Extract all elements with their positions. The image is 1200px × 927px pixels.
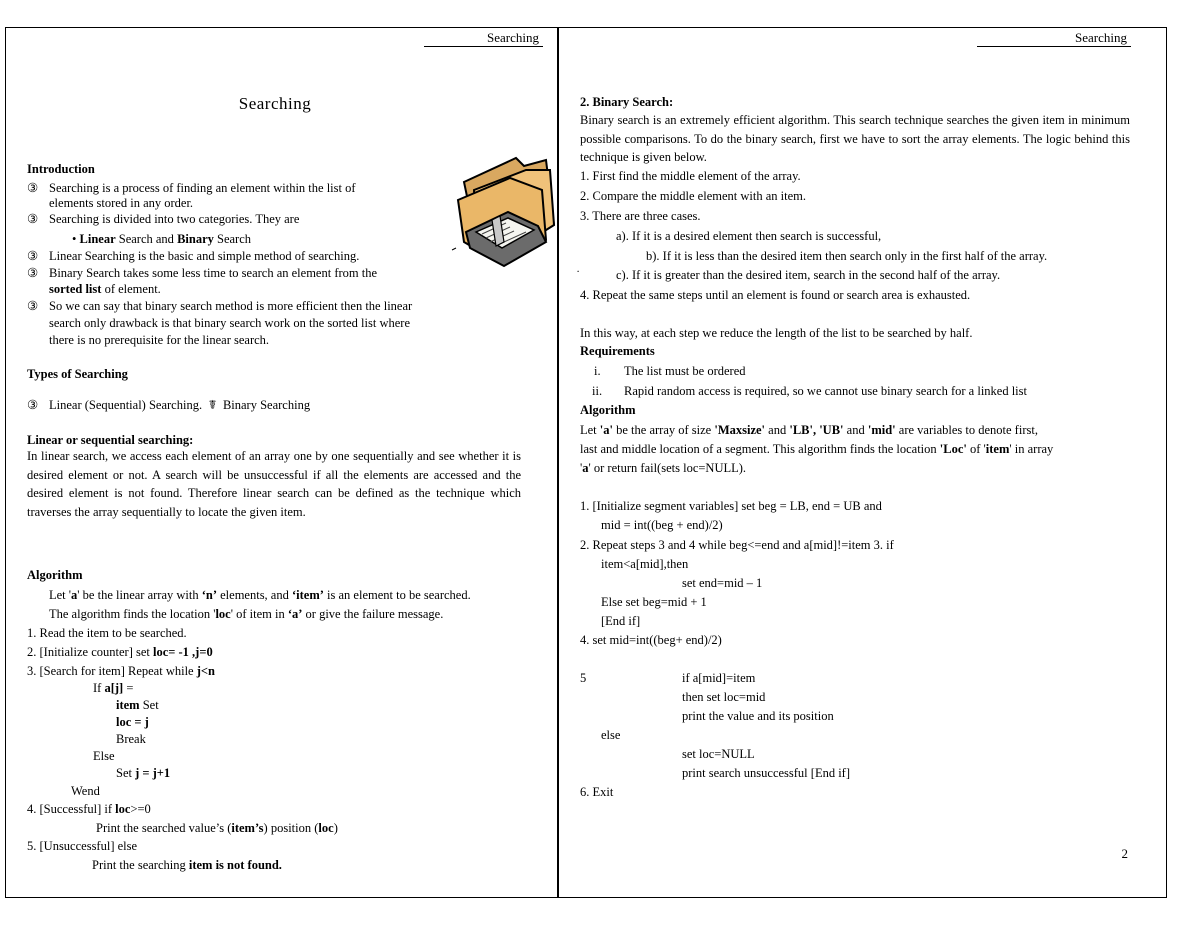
page-number: 2 [1121, 846, 1128, 861]
t: loc= -1 ,j=0 [153, 645, 213, 659]
t: >=0 [130, 802, 151, 816]
t: Let ' [49, 588, 72, 602]
t: item is not found. [188, 858, 282, 872]
alg-step-1: 1. [Initialize segment variables] set beg = LB, end = UB and [580, 499, 882, 513]
t: Set [139, 698, 159, 712]
intro-item-2-sub [72, 232, 251, 246]
alg-step-1b: mid = int((beg + end)/2) [601, 518, 723, 532]
algo-line-1 [49, 588, 471, 602]
t: Print the searching [92, 858, 189, 872]
t: a[j] [104, 681, 124, 695]
t: and [843, 423, 868, 437]
bullet-icon: ③ [27, 299, 39, 313]
page-title: Searching [238, 94, 312, 113]
sub-bullet-icon: • [72, 232, 80, 246]
binary-term: Binary [177, 232, 214, 246]
alg-step-5-if: if a[mid]=item [682, 671, 756, 685]
sub-text: Search and [115, 232, 178, 246]
t: The algorithm finds the location ' [49, 607, 216, 621]
requirements-heading: Requirements [580, 344, 655, 358]
t: loc [115, 802, 131, 816]
intro-item-3: Linear Searching is the basic and simple method of searching. [49, 249, 360, 263]
t: j = j+1 [135, 766, 171, 780]
intro-item-1b: elements stored in any order. [49, 196, 194, 210]
step-3-break: Break [116, 732, 146, 746]
algo-right-line-3 [580, 461, 746, 475]
t: 'a' [599, 423, 613, 437]
case-b: b). If it is less than the desired item then search only in the first half of the array. [646, 249, 1048, 263]
req-2-num: ii. [592, 384, 603, 398]
req-1-num: i. [594, 364, 601, 378]
alg-step-2c: set end=mid – 1 [682, 576, 763, 590]
t: 'LB', 'UB' [789, 423, 844, 437]
types-binary: Binary Searching [222, 398, 311, 412]
bullet-icon: ③ [27, 181, 39, 195]
alg-step-5-null: set loc=NULL [682, 747, 755, 761]
t: = [123, 681, 134, 695]
step-4-print [96, 821, 338, 835]
step-3-else: Else [93, 749, 115, 763]
intro-item-5b: search only drawback is that binary search work on the sorted list where [49, 316, 410, 330]
alg-step-5-unsuccessful: print search unsuccessful [End if] [682, 766, 850, 780]
types-linear: Linear (Sequential) Searching. [49, 398, 203, 412]
intro-item-5c: there is no prerequisite for the linear search. [49, 333, 270, 347]
t: Print the searched value’s ( [96, 821, 232, 835]
step-3 [27, 664, 215, 678]
bullet-icon: ③ [27, 212, 39, 226]
step-5-print [92, 858, 282, 872]
t: 'mid' [867, 423, 896, 437]
t: ‘item’ [291, 588, 324, 602]
intro-item-1a: Searching is a process of finding an element within the list of [49, 181, 356, 195]
t: If [93, 681, 105, 695]
running-header-left: Searching [424, 31, 543, 47]
step-2 [27, 645, 213, 659]
alg-step-2: 2. Repeat steps 3 and 4 while beg<=end and a[mid]!=item 3. if [580, 538, 894, 552]
logic-step-3: 3. There are three cases. [580, 209, 701, 223]
alg-step-6: 6. Exit [580, 785, 614, 799]
t: ' in array [1009, 442, 1054, 456]
t: 4. [Successful] if [27, 802, 116, 816]
t: loc [215, 607, 231, 621]
algo-right-line-1 [580, 423, 1038, 437]
step-3-item [116, 698, 159, 712]
t: loc [318, 821, 334, 835]
alg-step-2e: [End if] [601, 614, 641, 628]
logic-step-4: 4. Repeat the same steps until an element is found or search area is exhausted. [580, 288, 971, 302]
t: Let [580, 423, 600, 437]
t: item’s [231, 821, 264, 835]
logic-step-2: 2. Compare the middle element with an item. [580, 189, 806, 203]
t: 'Maxsize' [714, 423, 766, 437]
t: a [582, 461, 589, 475]
t: ) [333, 821, 338, 835]
algo-right-line-2 [580, 442, 1053, 456]
t: 2. [Initialize counter] set [27, 645, 153, 659]
t: of ' [966, 442, 986, 456]
t: elements, and [217, 588, 292, 602]
types-heading: Types of Searching [27, 367, 128, 381]
running-header-right: Searching [977, 31, 1131, 47]
logic-step-1: 1. First find the middle element of the array. [580, 169, 801, 183]
t: ‘n’ [201, 588, 217, 602]
bullet-icon: ③ [27, 398, 39, 412]
algorithm-heading: Algorithm [27, 568, 83, 582]
step-1: 1. Read the item to be searched. [27, 626, 187, 640]
algorithm-heading-right: Algorithm [580, 403, 636, 417]
step-5: 5. [Unsuccessful] else [27, 839, 138, 853]
t: j<n [196, 664, 215, 678]
case-c: c). If it is greater than the desired item, search in the second half of the array. [616, 268, 1001, 282]
step-3-loc: loc = j [116, 715, 149, 729]
linear-paragraph: In linear search, we access each element of an array one by one sequentially and see whether it is desired element or not. A search will be unsuccessful if all the elements are accessed and the desired element is not found. Therefore linear search can be defined as the technique which traverses the array sequentially to locate the given item. [27, 449, 521, 519]
step-3-set [116, 766, 170, 780]
t: a [71, 588, 78, 602]
t: ) position ( [263, 821, 319, 835]
binary-paragraph: Binary search is an extremely efficient algorithm. This search technique searches the given item in minimum possible comparisons. To do the binary search, first we have to sort the array elements. The logic behind this technique is given below. [580, 113, 1130, 164]
bullet-icon: ③ [27, 249, 39, 263]
alg-step-5-else: else [601, 728, 621, 742]
halving-text: In this way, at each step we reduce the length of the list to be searched by half. [580, 326, 973, 340]
t: ' of item in [230, 607, 288, 621]
step-4 [27, 802, 151, 816]
t: last and middle location of a segment. This algorithm finds the location [580, 442, 940, 456]
case-c-mark: ˙ [576, 268, 581, 282]
right-page [557, 27, 1167, 898]
req-2: Rapid random access is required, so we cannot use binary search for a linked list [624, 384, 1027, 398]
alg-step-5-then: then set loc=mid [682, 690, 766, 704]
folder-book-clipart-icon [446, 130, 561, 280]
binary-heading: 2. Binary Search: [580, 95, 674, 109]
caduceus-icon: ☤ [208, 398, 217, 412]
case-a: a). If it is a desired element then search is successful, [616, 229, 882, 243]
intro-heading: Introduction [27, 162, 95, 176]
t: ' be the linear array with [77, 588, 202, 602]
t: or give the failure message. [302, 607, 444, 621]
algo-line-2 [49, 607, 443, 621]
sub-text: Search [213, 232, 252, 246]
t: ' [580, 461, 583, 475]
types-line [49, 398, 310, 412]
t: is an element to be searched. [323, 588, 471, 602]
step-3-wend: Wend [71, 784, 100, 798]
t: are variables to denote first, [895, 423, 1038, 437]
t: and [765, 423, 790, 437]
t: be the array of size [613, 423, 715, 437]
alg-step-4: 4. set mid=int((beg+ end)/2) [580, 633, 722, 647]
alg-step-2d: Else set beg=mid + 1 [601, 595, 707, 609]
intro-item-2: Searching is divided into two categories. They are [49, 212, 300, 226]
req-1: The list must be ordered [624, 364, 746, 378]
intro-item-5a: So we can say that binary search method is more efficient then the linear [49, 299, 413, 313]
t: ' or return fail(sets loc=NULL). [588, 461, 747, 475]
t: 'Loc' [939, 442, 967, 456]
t: Set [116, 766, 136, 780]
step-3-if [93, 681, 133, 695]
t: 3. [Search for item] Repeat while [27, 664, 197, 678]
alg-step-5-num: 5 [580, 671, 587, 685]
t: item [985, 442, 1010, 456]
bullet-icon: ③ [27, 266, 39, 280]
t: item [116, 698, 140, 712]
alg-step-5-print: print the value and its position [682, 709, 834, 723]
t: ‘a’ [287, 607, 303, 621]
intro-item-4b [49, 282, 161, 296]
linear-heading: Linear or sequential searching: [27, 433, 194, 447]
intro-item-4a: Binary Search takes some less time to search an element from the [49, 266, 378, 280]
linear-term: Linear [79, 232, 116, 246]
intro-item-4b-rest: of element. [101, 282, 161, 296]
sorted-list-term: sorted list [49, 282, 102, 296]
alg-step-2b: item<a[mid],then [601, 557, 689, 571]
